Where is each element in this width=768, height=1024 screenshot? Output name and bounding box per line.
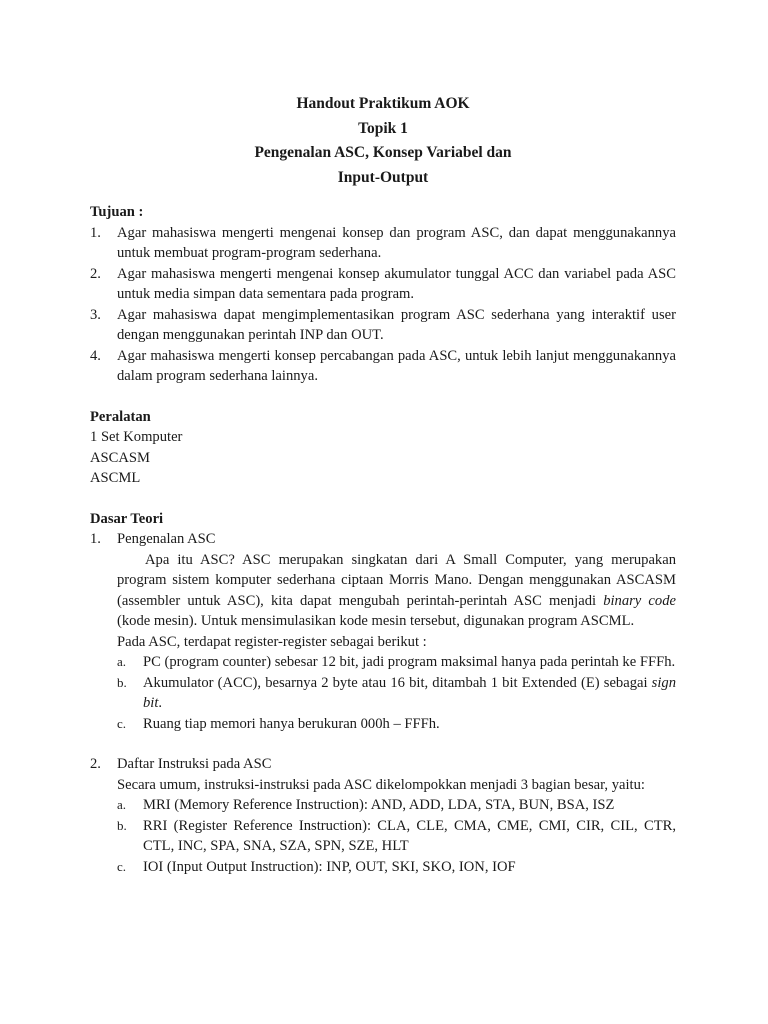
dasar-teori-section <box>90 509 676 878</box>
item-number: 2. <box>90 265 101 282</box>
section-2-title <box>90 754 676 775</box>
title-line-1: Handout Praktikum AOK <box>296 95 470 112</box>
instruction-item <box>117 795 676 816</box>
section-1-body <box>90 550 676 735</box>
item-number: 3. <box>90 306 101 323</box>
item-text: PC (program counter) sebesar 12 bit, jadi program maksimal hanya pada perintah ke FFFh. <box>143 654 676 670</box>
item-text: Agar mahasiswa mengerti konsep percabangan pada ASC, untuk lebih lanjut menggunakannya dalam program sederhana lainnya. <box>117 347 676 384</box>
item-number: 2. <box>90 756 101 772</box>
section-1-paragraph <box>117 550 676 632</box>
peralatan-item: ASCASM <box>90 449 151 466</box>
section-2-body <box>90 775 676 878</box>
section-2-intro: Secara umum, instruksi-instruksi pada ASC dikelompokkan menjadi 3 bagian besar, yaitu: <box>117 776 645 793</box>
item-number: 4. <box>90 347 101 364</box>
tujuan-item <box>90 264 676 305</box>
tujuan-section <box>90 202 676 387</box>
paragraph-text: (kode mesin). Untuk mensimulasikan kode mesin tersebut, digunakan program ASCML. <box>117 613 635 629</box>
item-text: RRI (Register Reference Instruction): CLA, CLE, CMA, CME, CMI, CIR, CIL, CTR, CTL, INC, SPA, SNA, SZA, SPN, SZE, HLT <box>143 817 676 854</box>
peralatan-item: ASCML <box>90 470 141 486</box>
peralatan-section <box>90 407 676 489</box>
register-item <box>117 673 676 714</box>
item-letter: b. <box>117 674 127 690</box>
paragraph-text: Apa itu ASC? ASC merupakan singkatan dari A Small Computer, yang merupakan program sistem komputer sederhana ciptaan Morris Mano. Dengan menggunakan ASCASM (assembler untuk ASC), kita dapat mengubah perintah-perintah ASC menjadi <box>117 551 676 609</box>
register-item <box>117 652 676 673</box>
tujuan-item <box>90 346 676 387</box>
register-item <box>117 714 676 735</box>
peralatan-item: 1 Set Komputer <box>90 429 183 445</box>
section-1-paragraph-2: Pada ASC, terdapat register-register sebagai berikut : <box>117 633 427 650</box>
title-line-2: Topik 1 <box>358 119 408 137</box>
title-line-4: Input-Output <box>337 168 429 186</box>
paragraph-italic: binary code <box>603 592 676 609</box>
item-text: IOI (Input Output Instruction): INP, OUT, SKI, SKO, ION, IOF <box>143 858 516 875</box>
item-number: 1. <box>90 224 101 241</box>
item-text: MRI (Memory Reference Instruction): AND, ADD, LDA, STA, BUN, BSA, ISZ <box>143 797 615 813</box>
item-italic: sign bit <box>143 674 676 711</box>
item-number: 1. <box>90 531 101 547</box>
item-text: Agar mahasiswa mengerti mengenai konsep akumulator tunggal ACC dan variabel pada ASC untuk media simpan data sementara pada program. <box>117 265 676 302</box>
tujuan-item <box>90 223 676 264</box>
item-tail: . <box>158 695 163 711</box>
item-letter: a. <box>117 797 127 812</box>
item-text: Ruang tiap memori hanya berukuran 000h – FFFh. <box>143 715 440 732</box>
item-text: Daftar Instruksi pada ASC <box>117 756 272 772</box>
item-letter: b. <box>117 817 127 833</box>
document-title <box>90 92 676 190</box>
item-text: Agar mahasiswa dapat mengimplementasikan program ASC sederhana yang interaktif user dengan menggunakan perintah INP dan OUT. <box>117 306 676 343</box>
item-letter: c. <box>117 858 127 874</box>
dasar-teori-heading: Dasar Teori <box>90 510 164 527</box>
item-letter: c. <box>117 715 127 731</box>
instruction-item <box>117 816 676 857</box>
item-text: Pengenalan ASC <box>117 531 216 547</box>
peralatan-heading: Peralatan <box>90 408 151 425</box>
instruction-item <box>117 857 676 878</box>
section-1-title <box>90 529 676 550</box>
tujuan-heading: Tujuan : <box>90 204 144 220</box>
title-line-3: Pengenalan ASC, Konsep Variabel dan <box>254 144 512 161</box>
section-2 <box>90 754 676 877</box>
item-text: Akumulator (ACC), besarnya 2 byte atau 16 bit, ditambah 1 bit Extended (E) sebagai <box>143 674 652 691</box>
document-content <box>90 92 676 877</box>
tujuan-item <box>90 305 676 346</box>
item-text: Agar mahasiswa mengerti mengenai konsep dan program ASC, dan dapat menggunakannya untuk membuat program-program sederhana. <box>117 224 676 261</box>
item-letter: a. <box>117 654 127 669</box>
